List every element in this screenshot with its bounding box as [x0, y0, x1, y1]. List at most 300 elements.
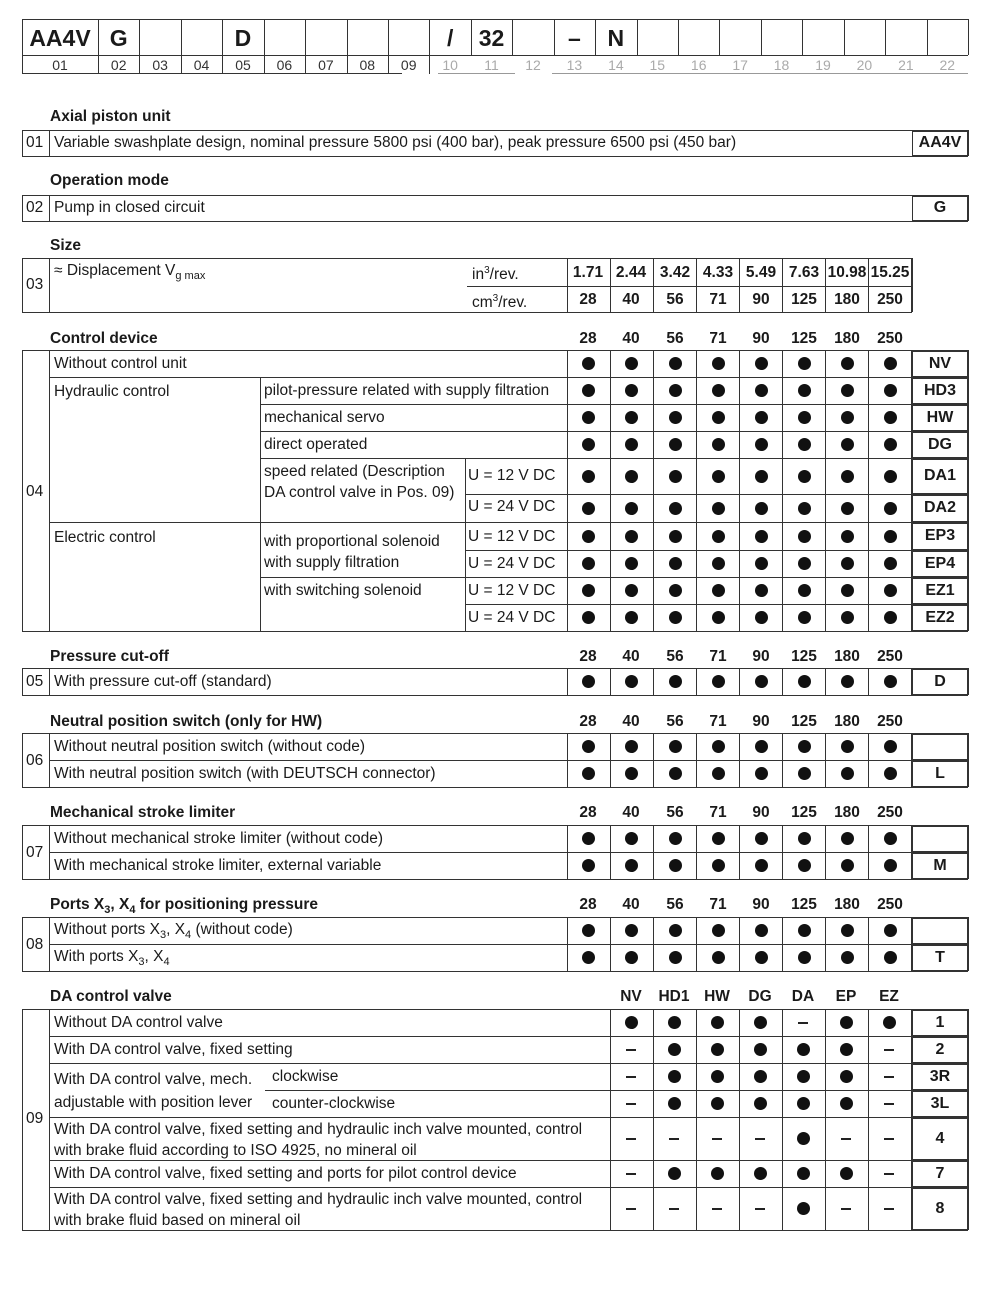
available-mark	[625, 502, 638, 515]
rule	[739, 852, 740, 879]
unit-cm3: $cm^3$/rev.	[472, 293, 528, 312]
rule	[911, 258, 912, 312]
size-header: 56	[666, 648, 684, 665]
option-text: With DA control valve, fixed setting and ports for pilot control device	[54, 1165, 517, 1182]
control-header: EP	[835, 988, 857, 1005]
rule	[260, 404, 968, 405]
rule	[22, 668, 23, 695]
available-mark	[625, 740, 638, 753]
rule	[610, 350, 611, 631]
position-number: 09	[400, 57, 417, 73]
size-header: 40	[622, 896, 640, 913]
position-number: 09	[26, 1110, 44, 1127]
option-code: AA4V	[912, 131, 968, 156]
rule	[653, 825, 654, 852]
available-mark	[625, 470, 638, 483]
rule	[567, 760, 568, 787]
rule	[825, 825, 826, 852]
rule	[927, 19, 928, 55]
available-mark	[798, 740, 811, 753]
available-mark	[841, 924, 854, 937]
displacement-cm3: 125	[791, 291, 817, 308]
available-mark	[841, 611, 854, 624]
position-number: 22	[939, 57, 956, 73]
voltage-label: U = 12 V DC	[468, 582, 556, 599]
option-code: EP3	[912, 523, 968, 550]
available-mark	[712, 767, 725, 780]
displacement-cm3: 90	[752, 291, 770, 308]
available-mark	[712, 502, 725, 515]
rule	[260, 377, 261, 631]
unit-in3: $in^3$/rev.	[472, 265, 519, 284]
rule	[429, 56, 430, 74]
available-mark	[582, 611, 595, 624]
rule	[868, 852, 869, 879]
available-mark	[712, 357, 725, 370]
available-mark	[755, 557, 768, 570]
code-cell-13: –	[568, 25, 581, 51]
displacement-in3: 5.49	[745, 264, 777, 281]
size-header: 125	[791, 896, 817, 913]
rule	[181, 19, 182, 55]
not-available-mark	[884, 1103, 894, 1105]
rule	[567, 944, 568, 971]
rule	[22, 73, 402, 74]
rule	[739, 1009, 740, 1230]
position-number: 02	[110, 57, 127, 73]
rule	[653, 350, 654, 631]
rule	[782, 825, 783, 852]
not-available-mark	[626, 1208, 636, 1210]
option-text: Without neutral position switch (without code)	[54, 738, 366, 755]
option-code: 1	[912, 1010, 968, 1036]
displacement-cm3: 180	[834, 291, 860, 308]
option-code: EZ2	[912, 605, 968, 631]
available-mark	[841, 859, 854, 872]
rule	[868, 917, 869, 944]
available-mark	[712, 584, 725, 597]
size-header: 40	[622, 330, 640, 347]
available-mark	[669, 411, 682, 424]
available-mark	[625, 384, 638, 397]
available-mark	[754, 1043, 767, 1056]
size-header: 125	[791, 804, 817, 821]
position-number: 07	[318, 57, 334, 73]
rule	[49, 760, 968, 761]
rule	[968, 825, 969, 879]
option-text: With ports $X_3$, $X_4$	[54, 948, 170, 969]
displacement-in3: 4.33	[702, 264, 734, 281]
position-number: 15	[649, 57, 666, 73]
position-number: 06	[26, 752, 44, 769]
rule	[567, 668, 568, 695]
option-text: Without control unit	[54, 355, 187, 372]
position-number: 04	[26, 483, 44, 500]
rule	[825, 1009, 826, 1230]
rule	[844, 19, 845, 55]
available-mark	[841, 438, 854, 451]
position-number: 08	[359, 57, 376, 73]
available-mark	[582, 557, 595, 570]
control-header: NV	[620, 988, 642, 1005]
rule	[467, 286, 912, 287]
rule	[719, 19, 720, 55]
available-mark	[841, 951, 854, 964]
size-header: 90	[752, 713, 770, 730]
option-text: Variable swashplate design, nominal pressure 5800 psi (400 bar), peak pressure 6500 psi (450 bar)	[54, 134, 737, 151]
rule	[49, 825, 50, 879]
available-mark	[625, 438, 638, 451]
available-mark	[669, 384, 682, 397]
available-mark	[712, 557, 725, 570]
not-available-mark	[712, 1208, 722, 1210]
available-mark	[582, 357, 595, 370]
available-mark	[798, 767, 811, 780]
option-code: NV	[912, 351, 968, 377]
available-mark	[841, 411, 854, 424]
rule	[868, 760, 869, 787]
rule	[260, 431, 968, 432]
available-mark	[669, 611, 682, 624]
voltage-label: U = 24 V DC	[468, 555, 556, 572]
rule	[264, 19, 265, 55]
rule	[825, 760, 826, 787]
available-mark	[582, 924, 595, 937]
rule	[696, 760, 697, 787]
rule	[653, 733, 654, 760]
control-header: HW	[704, 988, 730, 1005]
option-text: Without ports $X_3$, $X_4$ (without code)	[54, 921, 293, 942]
available-mark	[798, 411, 811, 424]
available-mark	[884, 530, 897, 543]
available-mark	[798, 557, 811, 570]
available-mark	[668, 1167, 681, 1180]
available-mark	[668, 1016, 681, 1029]
rule	[968, 195, 969, 221]
rule	[552, 73, 968, 74]
rule	[22, 130, 23, 156]
rule	[22, 825, 968, 826]
option-text: With DA control valve, fixed setting and hydraulic inch valve mounted, control with brake fluid according to ISO 4925, no mineral oil	[54, 1121, 583, 1159]
size-header: 40	[622, 804, 640, 821]
available-mark	[582, 530, 595, 543]
displacement-in3: 10.98	[827, 264, 867, 281]
available-mark	[582, 470, 595, 483]
section-title: Neutral position switch (only for HW)	[50, 713, 323, 730]
option-text: with switching solenoid	[264, 582, 422, 599]
available-mark	[754, 1070, 767, 1083]
available-mark	[884, 675, 897, 688]
rule	[696, 350, 697, 631]
rule	[49, 130, 50, 156]
available-mark	[884, 438, 897, 451]
rule	[567, 350, 568, 631]
available-mark	[841, 384, 854, 397]
rule	[264, 56, 265, 74]
available-mark	[582, 859, 595, 872]
available-mark	[884, 502, 897, 515]
available-mark	[712, 611, 725, 624]
option-code: 2	[912, 1037, 968, 1063]
rule	[868, 733, 869, 760]
size-header: 125	[791, 713, 817, 730]
available-mark	[884, 384, 897, 397]
rule	[22, 56, 23, 74]
option-text: Pump in closed circuit	[54, 199, 205, 216]
available-mark	[625, 411, 638, 424]
rule	[49, 1187, 968, 1188]
available-mark	[840, 1097, 853, 1110]
available-mark	[625, 584, 638, 597]
available-mark	[755, 951, 768, 964]
rule	[265, 1090, 968, 1091]
option-code	[912, 918, 968, 944]
voltage-label: U = 12 V DC	[468, 528, 556, 545]
available-mark	[625, 832, 638, 845]
rule	[49, 1063, 968, 1064]
size-header: 250	[877, 648, 903, 665]
displacement-cm3: 56	[666, 291, 684, 308]
rule	[49, 668, 50, 695]
code-cell-14: N	[607, 25, 625, 51]
available-mark	[884, 611, 897, 624]
available-mark	[712, 530, 725, 543]
available-mark	[582, 740, 595, 753]
available-mark	[625, 951, 638, 964]
available-mark	[755, 411, 768, 424]
rule	[22, 787, 968, 788]
available-mark	[712, 438, 725, 451]
available-mark	[712, 470, 725, 483]
not-available-mark	[712, 1138, 722, 1140]
available-mark	[798, 924, 811, 937]
available-mark	[841, 502, 854, 515]
size-header: 180	[834, 896, 860, 913]
not-available-mark	[841, 1208, 851, 1210]
rule	[22, 312, 912, 313]
not-available-mark	[841, 1138, 851, 1140]
rule	[22, 350, 23, 631]
option-code	[912, 826, 968, 852]
option-text: with proportional solenoid with supply filtration	[264, 533, 440, 571]
rule	[739, 733, 740, 760]
size-header: 90	[752, 648, 770, 665]
rule	[968, 917, 969, 971]
rule	[567, 825, 568, 852]
rule	[696, 668, 697, 695]
rule	[653, 852, 654, 879]
available-mark	[841, 832, 854, 845]
available-mark	[798, 859, 811, 872]
available-mark	[884, 740, 897, 753]
available-mark	[840, 1043, 853, 1056]
available-mark	[755, 611, 768, 624]
size-header: 250	[877, 713, 903, 730]
displacement-label: ≈ Displacement $V_{g max}$	[54, 262, 206, 283]
available-mark	[712, 859, 725, 872]
not-available-mark	[626, 1173, 636, 1175]
available-mark	[884, 584, 897, 597]
option-text: With neutral position switch (with DEUTSCH connector)	[54, 765, 436, 782]
section-title: Control device	[50, 330, 158, 347]
available-mark	[884, 557, 897, 570]
available-mark	[712, 384, 725, 397]
available-mark	[798, 438, 811, 451]
option-text: pilot-pressure related with supply filtration	[264, 382, 550, 399]
section-title: Operation mode	[50, 172, 169, 189]
not-available-mark	[626, 1138, 636, 1140]
available-mark	[798, 470, 811, 483]
displacement-cm3: 28	[579, 291, 597, 308]
rule	[465, 494, 968, 495]
position-number: 13	[566, 57, 583, 73]
not-available-mark	[884, 1173, 894, 1175]
size-header: 40	[622, 713, 640, 730]
available-mark	[754, 1167, 767, 1180]
available-mark	[669, 470, 682, 483]
code-cell-01: AA4V	[29, 25, 91, 51]
available-mark	[669, 357, 682, 370]
rule	[567, 852, 568, 879]
rule	[868, 825, 869, 852]
available-mark	[841, 470, 854, 483]
available-mark	[841, 557, 854, 570]
rule	[22, 971, 968, 972]
available-mark	[669, 859, 682, 872]
available-mark	[884, 951, 897, 964]
rule	[49, 350, 50, 631]
rule	[782, 668, 783, 695]
rule	[696, 825, 697, 852]
available-mark	[582, 832, 595, 845]
section-title: Ports $X_3$, $X_4$ for positioning pressure	[50, 896, 319, 917]
displacement-in3: 2.44	[615, 264, 647, 281]
option-code: HW	[912, 405, 968, 431]
available-mark	[625, 767, 638, 780]
available-mark	[582, 411, 595, 424]
rule	[347, 56, 348, 74]
rule	[22, 1009, 23, 1230]
available-mark	[668, 1097, 681, 1110]
available-mark	[797, 1070, 810, 1083]
rule	[222, 56, 223, 74]
available-mark	[798, 357, 811, 370]
available-mark	[884, 357, 897, 370]
rule	[678, 19, 679, 55]
available-mark	[840, 1070, 853, 1083]
size-header: 125	[791, 330, 817, 347]
position-number: 03	[152, 57, 168, 73]
size-header: 56	[666, 330, 684, 347]
available-mark	[884, 859, 897, 872]
option-code: G	[912, 196, 968, 221]
available-mark	[668, 1070, 681, 1083]
rule	[825, 733, 826, 760]
available-mark	[755, 584, 768, 597]
size-header: 90	[752, 804, 770, 821]
option-code: L	[912, 761, 968, 787]
control-header: DA	[791, 988, 815, 1005]
voltage-label: U = 12 V DC	[468, 467, 556, 484]
available-mark	[712, 951, 725, 964]
option-text: With DA control valve, mech. adjustable with position lever	[54, 1071, 253, 1111]
size-header: 71	[709, 648, 727, 665]
displacement-in3: 1.71	[572, 264, 604, 281]
available-mark	[582, 951, 595, 964]
available-mark	[711, 1043, 724, 1056]
rule	[465, 550, 968, 551]
rule	[49, 852, 968, 853]
available-mark	[625, 859, 638, 872]
rule	[825, 668, 826, 695]
rule	[465, 458, 466, 522]
position-number: 14	[608, 57, 624, 73]
not-available-mark	[626, 1103, 636, 1105]
rule	[22, 258, 23, 312]
rule	[968, 130, 969, 156]
rule	[98, 56, 99, 74]
rule	[825, 350, 826, 631]
position-number: 12	[525, 57, 541, 73]
option-text: direct operated	[264, 436, 368, 453]
available-mark	[711, 1097, 724, 1110]
rule	[968, 733, 969, 787]
rule	[802, 19, 803, 55]
rule	[782, 852, 783, 879]
available-mark	[798, 384, 811, 397]
available-mark	[841, 767, 854, 780]
option-code: T	[912, 945, 968, 971]
rule	[696, 733, 697, 760]
available-mark	[625, 924, 638, 937]
rule	[260, 577, 968, 578]
rule	[912, 258, 913, 312]
available-mark	[798, 502, 811, 515]
rule	[825, 917, 826, 944]
voltage-label: U = 24 V DC	[468, 498, 556, 515]
rule	[22, 258, 912, 259]
available-mark	[582, 675, 595, 688]
available-mark	[797, 1043, 810, 1056]
rule	[696, 1009, 697, 1230]
rule	[868, 350, 869, 631]
available-mark	[668, 1043, 681, 1056]
rule	[739, 825, 740, 852]
rule	[22, 350, 968, 351]
size-header: 28	[579, 330, 597, 347]
rule	[610, 668, 611, 695]
available-mark	[798, 584, 811, 597]
rule	[782, 760, 783, 787]
rule	[739, 668, 740, 695]
available-mark	[625, 675, 638, 688]
size-header: 28	[579, 713, 597, 730]
available-mark	[669, 675, 682, 688]
size-header: 28	[579, 804, 597, 821]
displacement-in3: 7.63	[788, 264, 820, 281]
size-header: 250	[877, 804, 903, 821]
rule	[653, 1009, 654, 1230]
option-text: speed related (Description DA control valve in Pos. 09)	[264, 463, 455, 501]
size-header: 180	[834, 804, 860, 821]
section-title: DA control valve	[50, 988, 172, 1005]
available-mark	[669, 951, 682, 964]
position-number: 01	[26, 134, 44, 151]
available-mark	[669, 438, 682, 451]
available-mark	[755, 470, 768, 483]
code-cell-10: /	[446, 25, 454, 51]
rule	[49, 733, 50, 787]
